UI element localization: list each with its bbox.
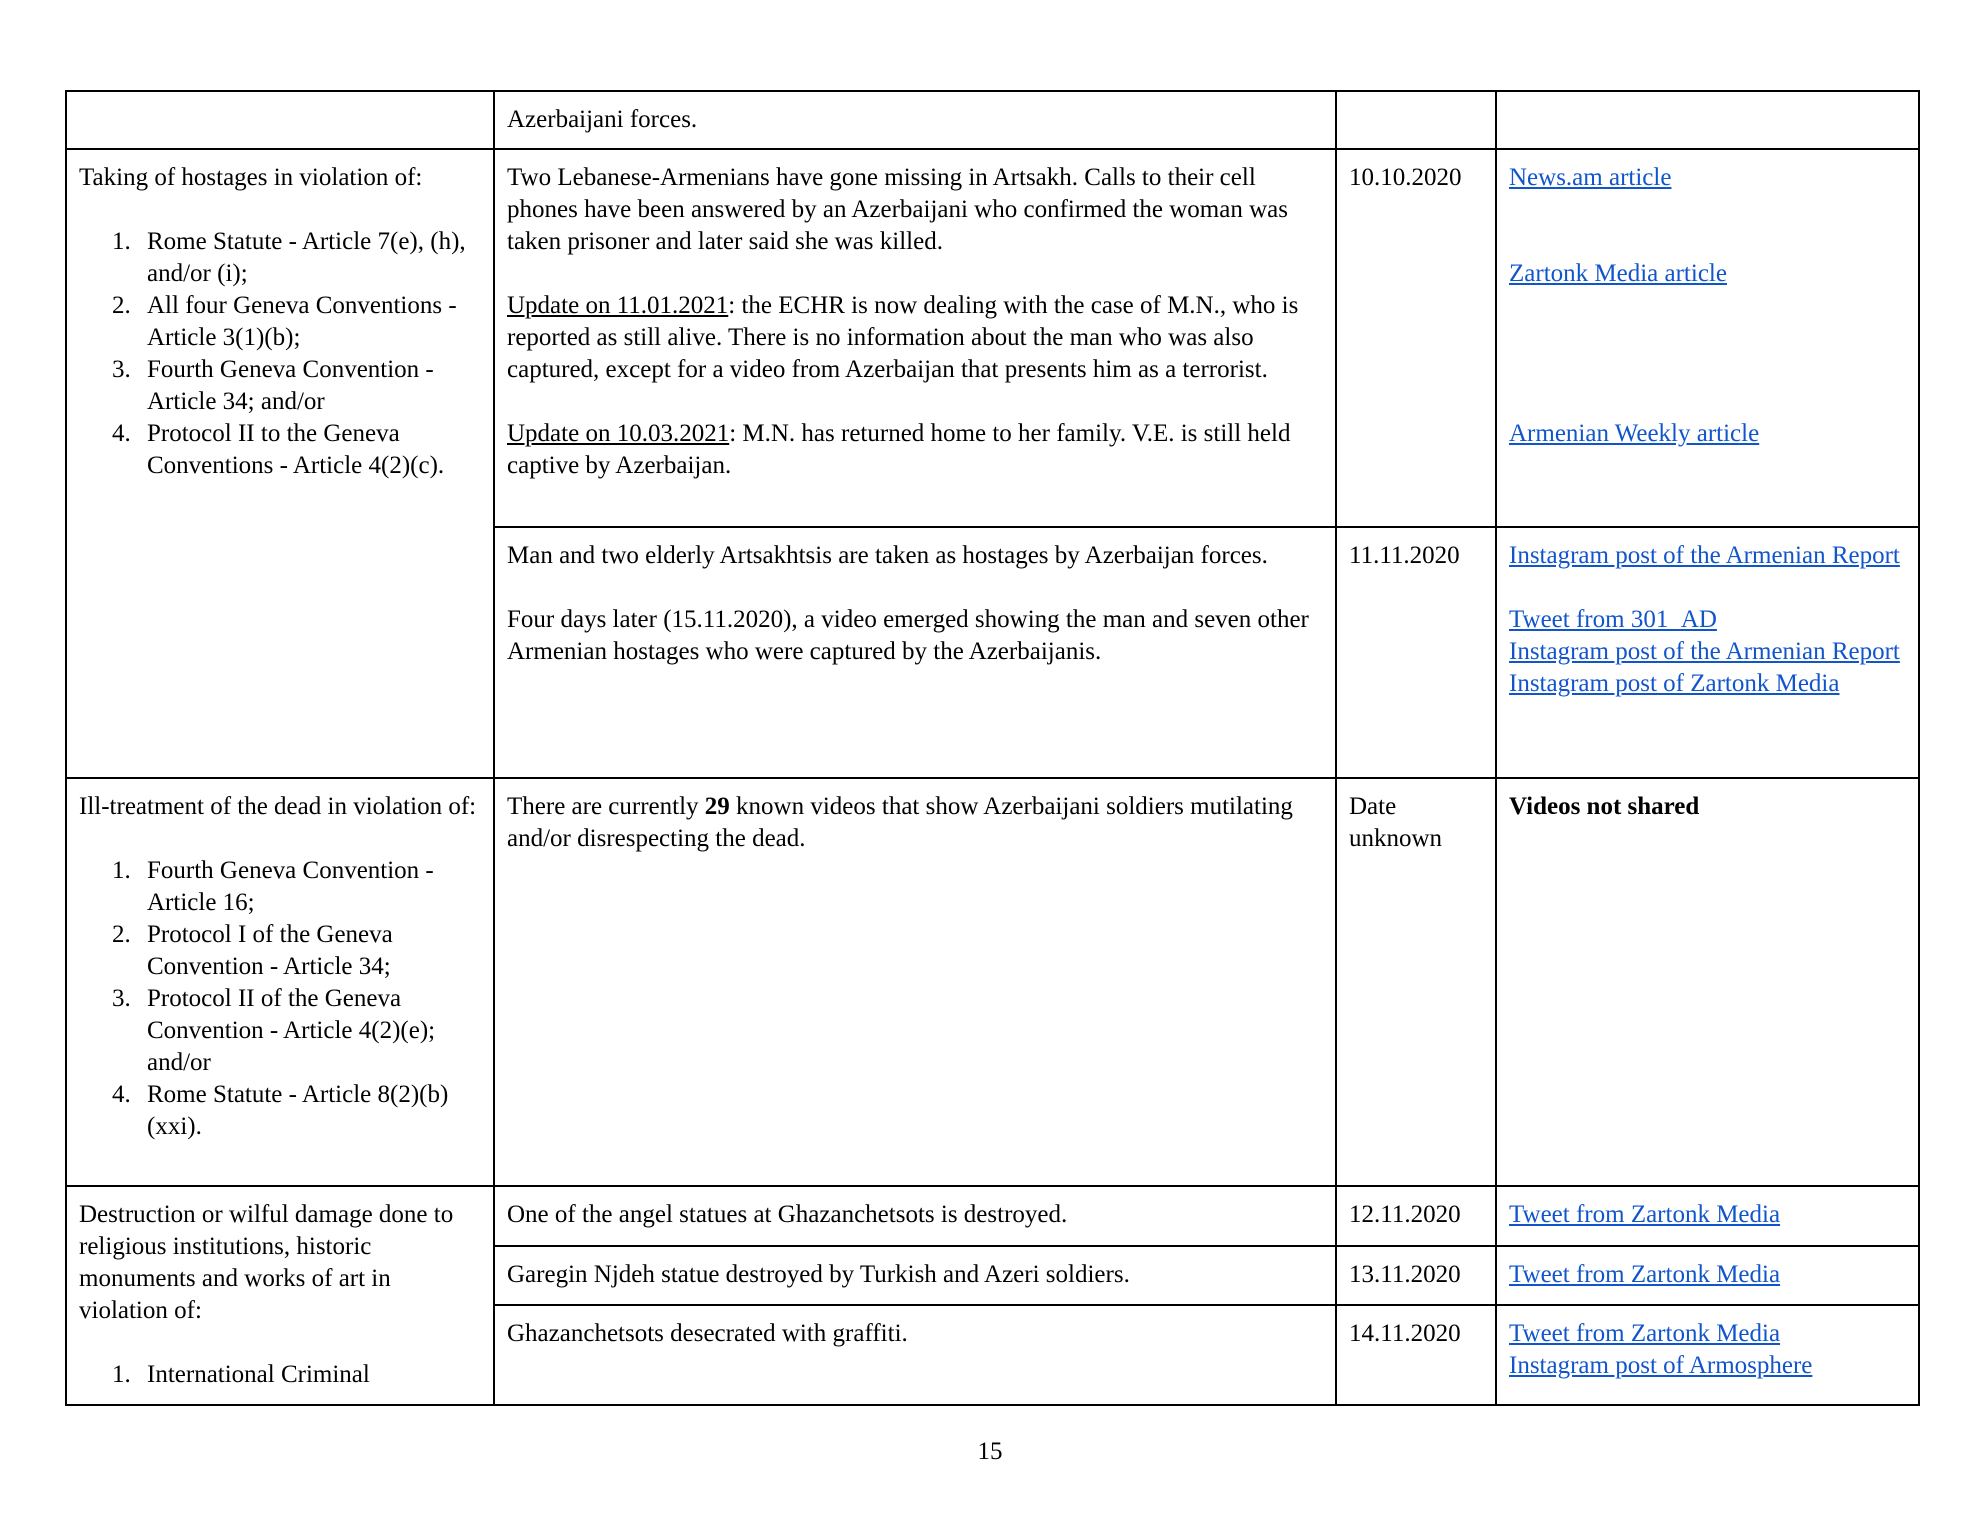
update-text: : M.N. has returned home to her family. V.E. is still held captive by Azerbaijan.	[507, 420, 1291, 479]
violation-heading: Taking of hostages in violation of:	[79, 164, 423, 191]
description-text: One of the angel statues at Ghazanchetsots is destroyed.	[507, 1201, 1068, 1228]
date-cell	[1336, 778, 1496, 1186]
violation-heading: Destruction or wilful damage done to religious institutions, historic monuments and works of art in violation of:	[79, 1201, 454, 1324]
description-cell	[494, 778, 1336, 1186]
date-cell	[1336, 149, 1496, 527]
source-link[interactable]: News.am article	[1509, 164, 1672, 191]
date-cell	[1336, 1186, 1496, 1246]
description-text: Ghazanchetsots desecrated with graffiti.	[507, 1320, 908, 1347]
description-prefix: There are currently	[507, 793, 705, 820]
list-item: 1. Fourth Geneva Convention - Article 16;	[137, 855, 481, 919]
source-cell	[1496, 1186, 1919, 1246]
source-cell	[1496, 91, 1919, 149]
description-cell	[494, 527, 1336, 778]
violation-cell	[66, 778, 494, 1186]
description-suffix: known videos that show Azerbaijani soldiers mutilating and/or disrespecting the dead.	[507, 793, 1293, 852]
date-cell	[1336, 1246, 1496, 1305]
date-text: Date unknown	[1349, 793, 1443, 852]
description-cell	[494, 1246, 1336, 1305]
list-item: 3. Fourth Geneva Convention - Article 34; and/or	[137, 354, 481, 418]
description-text: Azerbaijani forces.	[507, 106, 698, 133]
date-cell	[1336, 91, 1496, 149]
source-cell	[1496, 1246, 1919, 1305]
source-cell	[1496, 778, 1919, 1186]
list-item: 2. Protocol I of the Geneva Convention - Article 34;	[137, 919, 481, 983]
description-text: Two Lebanese-Armenians have gone missing in Artsakh. Calls to their cell phones have been answered by an Azerbaijani who confirmed the woman was taken prisoner and later said she was killed.	[507, 164, 1288, 255]
date-cell	[1336, 527, 1496, 778]
update-paragraph	[507, 418, 1323, 482]
source-link[interactable]: Tweet from Zartonk Media	[1509, 1320, 1781, 1347]
source-link[interactable]: Tweet from 301_AD	[1509, 606, 1717, 633]
date-text: 14.11.2020	[1349, 1320, 1461, 1347]
source-note: Videos not shared	[1509, 793, 1700, 820]
description-cell	[494, 1305, 1336, 1405]
violation-list	[79, 226, 481, 482]
date-text: 10.10.2020	[1349, 164, 1462, 191]
update-label: Update on 11.01.2021	[507, 292, 729, 319]
list-item: 1. Rome Statute - Article 7(e), (h), and/or (i);	[137, 226, 481, 290]
description-cell	[494, 149, 1336, 527]
violation-list	[79, 1359, 481, 1391]
violation-cell	[66, 91, 494, 149]
source-cell	[1496, 1305, 1919, 1405]
source-link[interactable]: Armenian Weekly article	[1509, 420, 1760, 447]
update-text: : the ECHR is now dealing with the case of M.N., who is reported as still alive. There is no information about the man who was also captured, except for a video from Azerbaijan that presents him as a terrorist.	[507, 292, 1299, 383]
date-text: 13.11.2020	[1349, 1261, 1461, 1288]
source-link[interactable]: Instagram post of Zartonk Media	[1509, 670, 1840, 697]
list-item: 4. Protocol II to the Geneva Conventions - Article 4(2)(c).	[137, 418, 481, 482]
evidence-table	[65, 90, 1920, 1406]
description-cell	[494, 1186, 1336, 1246]
description-text	[507, 791, 1323, 855]
source-link[interactable]: Tweet from Zartonk Media	[1509, 1201, 1781, 1228]
source-link[interactable]: Instagram post of the Armenian Report	[1509, 542, 1900, 569]
video-count: 29	[704, 793, 730, 820]
description-text: Garegin Njdeh statue destroyed by Turkish and Azeri soldiers.	[507, 1261, 1130, 1288]
violation-cell	[66, 1186, 494, 1405]
update-label: Update on 10.03.2021	[507, 420, 730, 447]
list-item: 3. Protocol II of the Geneva Convention - Article 4(2)(e); and/or	[137, 983, 481, 1079]
table-row	[66, 91, 1919, 149]
date-text: 11.11.2020	[1349, 542, 1460, 569]
list-item: 1. International Criminal	[137, 1359, 481, 1391]
source-link[interactable]: Instagram post of Armosphere	[1509, 1352, 1813, 1379]
page-number: 15	[977, 1438, 1003, 1465]
table-row	[66, 778, 1919, 1186]
date-cell	[1336, 1305, 1496, 1405]
source-cell	[1496, 527, 1919, 778]
source-link[interactable]: Tweet from Zartonk Media	[1509, 1261, 1781, 1288]
update-paragraph	[507, 290, 1323, 386]
description-text: Man and two elderly Artsakhtsis are taken as hostages by Azerbaijan forces.	[507, 542, 1268, 569]
list-item: 2. All four Geneva Conventions - Article 3(1)(b);	[137, 290, 481, 354]
date-text: 12.11.2020	[1349, 1201, 1461, 1228]
list-item: 4. Rome Statute - Article 8(2)(b)(xxi).	[137, 1079, 481, 1143]
violation-cell	[66, 149, 494, 778]
violation-heading: Ill-treatment of the dead in violation of:	[79, 793, 477, 820]
description-cell	[494, 91, 1336, 149]
source-cell	[1496, 149, 1919, 527]
source-link[interactable]: Zartonk Media article	[1509, 260, 1727, 287]
description-text: Four days later (15.11.2020), a video emerged showing the man and seven other Armenian hostages who were captured by the Azerbaijanis.	[507, 606, 1309, 665]
violation-list	[79, 855, 481, 1143]
table-row	[66, 1186, 1919, 1246]
table-row	[66, 149, 1919, 527]
source-link[interactable]: Instagram post of the Armenian Report	[1509, 638, 1900, 665]
